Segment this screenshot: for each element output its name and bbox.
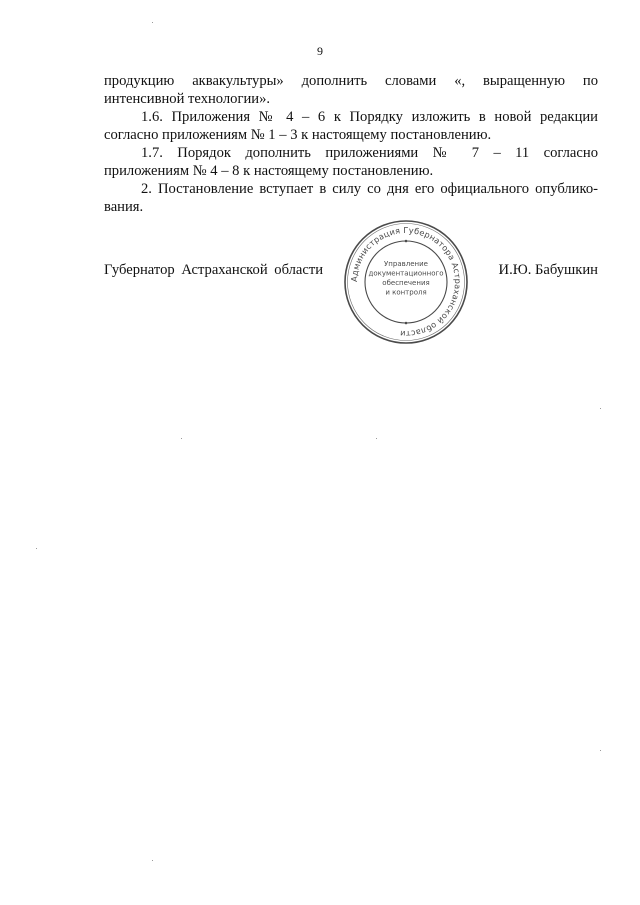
text-line: 1.7. Порядок дополнить приложениями № 7 – 11 согласно bbox=[141, 145, 598, 161]
scan-speck bbox=[376, 438, 377, 439]
document-body bbox=[104, 72, 598, 216]
scan-speck bbox=[152, 860, 153, 861]
text-line: 1.6. Приложения № 4 – 6 к Порядку изложить в новой редакции bbox=[141, 109, 598, 125]
official-seal bbox=[342, 218, 470, 346]
scan-speck bbox=[600, 750, 601, 751]
scan-speck bbox=[152, 22, 153, 23]
text-line: приложениям № 4 – 8 к настоящему постановлению. bbox=[104, 163, 434, 179]
scan-speck bbox=[600, 408, 601, 409]
signer-name: И.Ю. Бабушкин bbox=[498, 262, 598, 278]
seal-graphic bbox=[342, 218, 470, 346]
scan-speck bbox=[36, 548, 37, 549]
page-number: 9 bbox=[317, 44, 323, 58]
paragraph-1-7 bbox=[104, 144, 598, 180]
text-line: согласно приложениям № 1 – 3 к настоящему постановлению. bbox=[104, 127, 492, 143]
seal-star-top bbox=[405, 240, 408, 243]
seal-ring-text: Администрация Губернатора Астраханской области bbox=[348, 224, 464, 340]
paragraph-2 bbox=[104, 180, 598, 216]
text-line: 2. Постановление вступает в силу со дня его официального опублико- bbox=[141, 181, 598, 197]
seal-center-line: и контроля bbox=[385, 288, 427, 297]
seal-center-line: обеспечения bbox=[382, 279, 430, 287]
text-line: интенсивной технологии». bbox=[104, 91, 271, 107]
paragraph-1-6 bbox=[104, 108, 598, 144]
seal-center-line: Управление bbox=[384, 260, 428, 268]
text-line: продукцию аквакультуры» дополнить словами «, выращенную по bbox=[104, 73, 598, 89]
seal-center-line: документационного bbox=[368, 269, 444, 278]
scan-speck bbox=[181, 438, 182, 439]
seal-star-bottom bbox=[405, 322, 408, 325]
paragraph-continued bbox=[104, 72, 598, 108]
text-line: вания. bbox=[104, 199, 144, 215]
signer-title: Губернатор Астраханской области bbox=[104, 262, 324, 278]
